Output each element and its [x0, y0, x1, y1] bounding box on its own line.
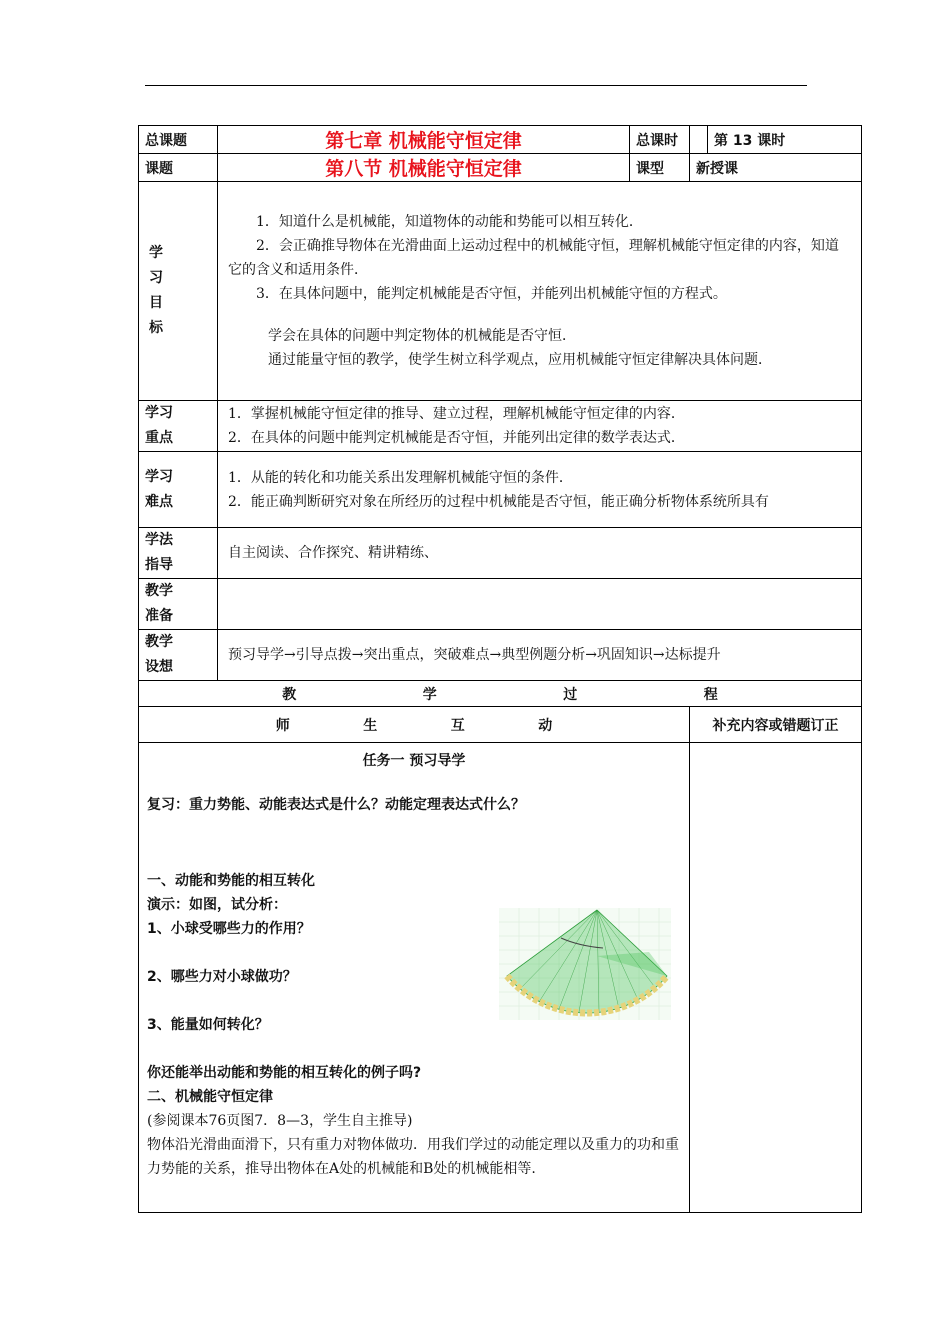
- objectives-content: 1．知道什么是机械能，知道物体的动能和势能可以相互转化． 2．会正确推导物体在光滑曲面上运动过程中的机械能守恒，理解机械能守恒定律的内容，知道它的含义和适用条件． 3．在具体问题中，能判定机械能是否守恒，并能列出机械能守恒的方程式。 学会在具体的问题中判定物体的机械能是否守恒． 通过能量守恒的教学，使学生树立科学观点，应用机械能守恒定律解决具体问题．: [218, 182, 862, 401]
- derivation-text: 物体沿光滑曲面滑下，只有重力对物体做功．用我们学过的动能定理以及重力的功和重力势能的关系，推导出物体在A处的机械能和B处的机械能相等.: [147, 1137, 679, 1177]
- interaction-header: 师 生 互 动: [139, 707, 690, 743]
- total-topic-label: 总课题: [139, 126, 218, 154]
- chapter-title: 第七章 机械能守恒定律: [218, 126, 630, 154]
- method-content: 自主阅读、合作探究、精讲精练、: [218, 528, 862, 579]
- section1-title: 一、动能和势能的相互转化: [147, 873, 315, 889]
- demo-text: 演示：如图，试分析：: [147, 897, 287, 913]
- total-hours-label: 总课时: [630, 126, 690, 154]
- review-question: 复习：重力势能、动能表达式是什么？动能定理表达式什么？: [147, 797, 525, 813]
- design-content: 预习导学→引导点拨→突出重点，突破难点→典型例题分析→巩固知识→达标提升: [218, 630, 862, 681]
- preparation-label: 教学 准备: [139, 579, 218, 630]
- task-content: [139, 743, 690, 1213]
- difficulties-content: 1．从能的转化和功能关系出发理解机械能守恒的条件． 2．能正确判断研究对象在所经历的过程中机械能是否守恒，能正确分析物体系统所具有: [218, 452, 862, 528]
- empty-cell: [690, 126, 708, 154]
- example-question: 你还能举出动能和势能的相互转化的例子吗?: [147, 1065, 422, 1081]
- pendulum-figure: [499, 908, 671, 1020]
- question-3: 3、能量如何转化？: [147, 1017, 269, 1033]
- method-label: 学法 指导: [139, 528, 218, 579]
- reference-text: (参阅课本76页图7．8—3，学生自主推导): [147, 1113, 413, 1129]
- topic-label: 课题: [139, 154, 218, 182]
- key-points-label: 学习 重点: [139, 401, 218, 452]
- difficulties-label: 学习 难点: [139, 452, 218, 528]
- section2-title: 二、机械能守恒定律: [147, 1089, 273, 1105]
- type-value: 新授课: [690, 154, 862, 182]
- hour-value: 第 13 课时: [708, 126, 862, 154]
- key-points-content: 1．掌握机械能守恒定律的推导、建立过程，理解机械能守恒定律的内容． 2．在具体的问题中能判定机械能是否守恒，并能列出定律的数学表达式．: [218, 401, 862, 452]
- preparation-content: [218, 579, 862, 630]
- process-header: 教 学 过 程: [139, 681, 862, 707]
- section-title: 第八节 机械能守恒定律: [218, 154, 630, 182]
- design-label: 教学 设想: [139, 630, 218, 681]
- task-title: 任务一 预习导学: [362, 753, 466, 769]
- type-label: 课型: [630, 154, 690, 182]
- supplement-header: 补充内容或错题订正: [690, 707, 862, 743]
- question-2: 2、哪些力对小球做功？: [147, 969, 297, 985]
- header-rule: [145, 85, 807, 86]
- objectives-label: 学 习 目 标: [139, 182, 218, 401]
- lesson-plan-table: [138, 125, 862, 1213]
- question-1: 1、小球受哪些力的作用？: [147, 921, 311, 937]
- supplement-cell: [690, 743, 862, 1213]
